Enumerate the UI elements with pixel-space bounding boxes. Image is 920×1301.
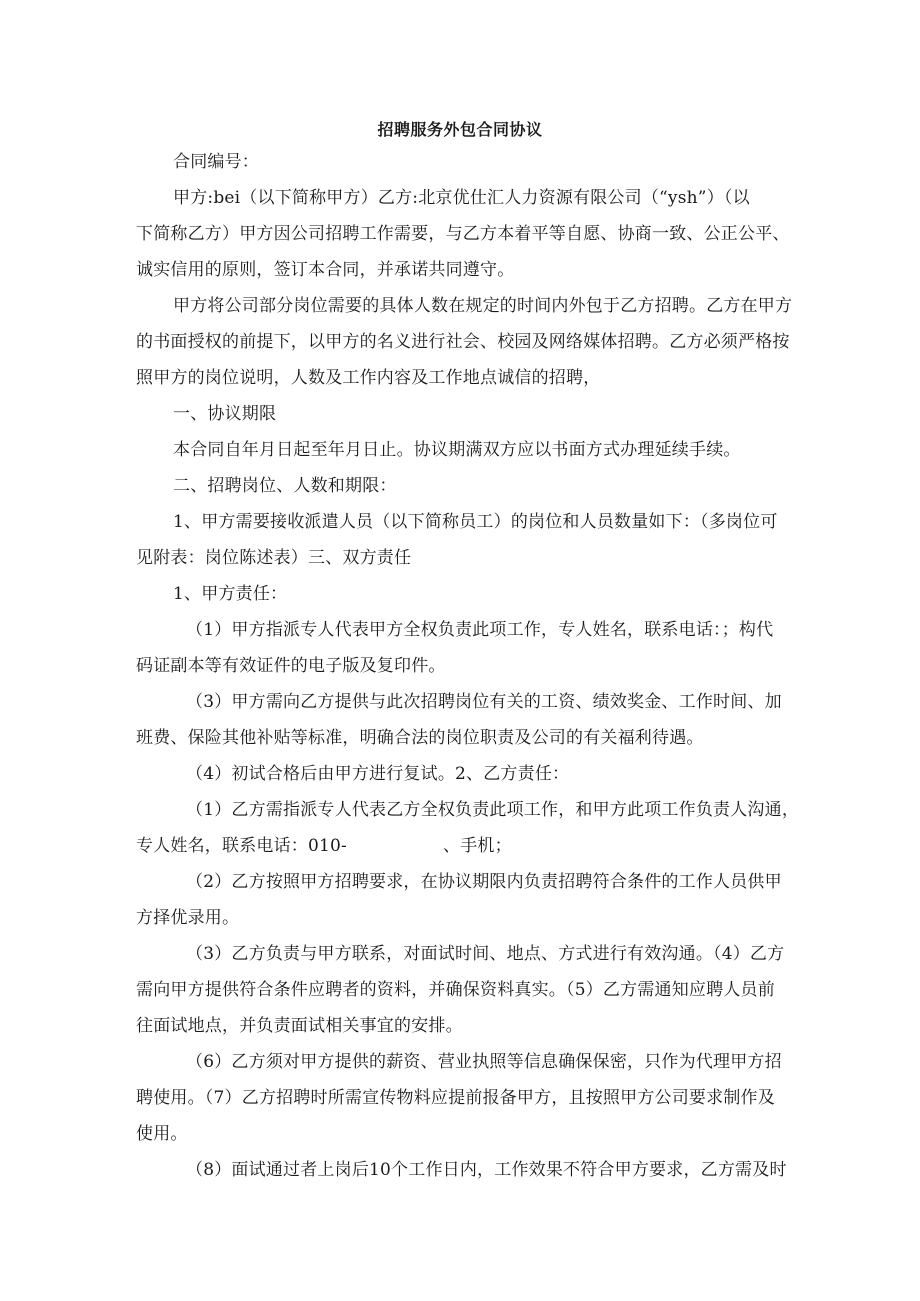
paragraph-line: （3）乙方负责与甲方联系，对面试时间、地点、方式进行有效沟通。（4）乙方 — [186, 944, 785, 964]
paragraph-line: 诚实信用的原则，签订本合同，并承诺共同遵守。 — [136, 260, 515, 280]
paragraph-line: 专人姓名，联系电话：010- — [136, 836, 347, 856]
section-heading: 二、招聘岗位、人数和期限： — [173, 476, 397, 496]
paragraph-line: 见附表：岗位陈述表）三、双方责任 — [136, 548, 412, 568]
paragraph-line: 班费、保险其他补贴等标准，明确合法的岗位职责及公司的有关福利待遇。 — [136, 728, 704, 748]
document-title: 招聘服务外包合同协议 — [377, 120, 543, 139]
paragraph-line: 甲方将公司部分岗位需要的具体人数在规定的时间内外包于乙方招聘。乙方在甲方 — [173, 296, 793, 316]
paragraph-line: 方择优录用。 — [136, 908, 240, 928]
paragraph-line: （3）甲方需向乙方提供与此次招聘岗位有关的工资、绩效奖金、工作时间、加 — [186, 692, 782, 712]
paragraph-line: （2）乙方按照甲方招聘要求，在协议期限内负责招聘符合条件的工作人员供甲 — [186, 872, 782, 892]
paragraph-line: （4）初试合格后由甲方进行复试。2、乙方责任： — [186, 764, 570, 784]
paragraph-line: （1）甲方指派专人代表甲方全权负责此项工作，专人姓名，联系电话：；构代 — [186, 620, 774, 640]
section-heading: 一、协议期限 — [173, 404, 277, 424]
paragraph-line: 的书面授权的前提下，以甲方的名义进行社会、校园及网络媒体招聘。乙方必须严格按 — [136, 332, 790, 352]
paragraph-line: （8）面试通过者上岗后10个工作日内，工作效果不符合甲方要求，乙方需及时 — [186, 1160, 787, 1180]
paragraph-line: 照甲方的岗位说明，人数及工作内容及工作地点诚信的招聘， — [136, 368, 601, 388]
paragraph-line: 聘使用。（7）乙方招聘时所需宣传物料应提前报备甲方，且按照甲方公司要求制作及 — [136, 1088, 775, 1108]
section-heading: 1、甲方责任： — [173, 584, 288, 604]
contract-number-line: 合同编号： — [173, 152, 259, 172]
paragraph-line: 需向甲方提供符合条件应聘者的资料，并确保资料真实。（5）乙方需通知应聘人员前 — [136, 980, 775, 1000]
paragraph-line: 往面试地点，并负责面试相关事宜的安排。 — [136, 1016, 463, 1036]
paragraph-line: 、手机； — [443, 836, 512, 856]
paragraph-line: 码证副本等有效证件的电子版及复印件。 — [136, 656, 446, 676]
paragraph-line: （1）乙方需指派专人代表乙方全权负责此项工作，和甲方此项工作负责人沟通， — [186, 800, 800, 820]
paragraph-line: 下简称乙方）甲方因公司招聘工作需要，与乙方本着平等自愿、协商一致、公正公平、 — [136, 224, 790, 244]
paragraph-line: 1、甲方需要接收派遣人员（以下简称员工）的岗位和人员数量如下：（多岗位可 — [173, 512, 778, 532]
paragraph-line: （6）乙方须对甲方提供的薪资、营业执照等信息确保保密，只作为代理甲方招 — [186, 1052, 782, 1072]
paragraph-line: 本合同自年月日起至年月日止。协议期满双方应以书面方式办理延续手续。 — [173, 440, 741, 460]
paragraph-line: 甲方:bei（以下简称甲方）乙方:北京优仕汇人力资源有限公司（“ysh”）（以 — [173, 188, 750, 208]
paragraph-line: 使用。 — [136, 1124, 188, 1144]
